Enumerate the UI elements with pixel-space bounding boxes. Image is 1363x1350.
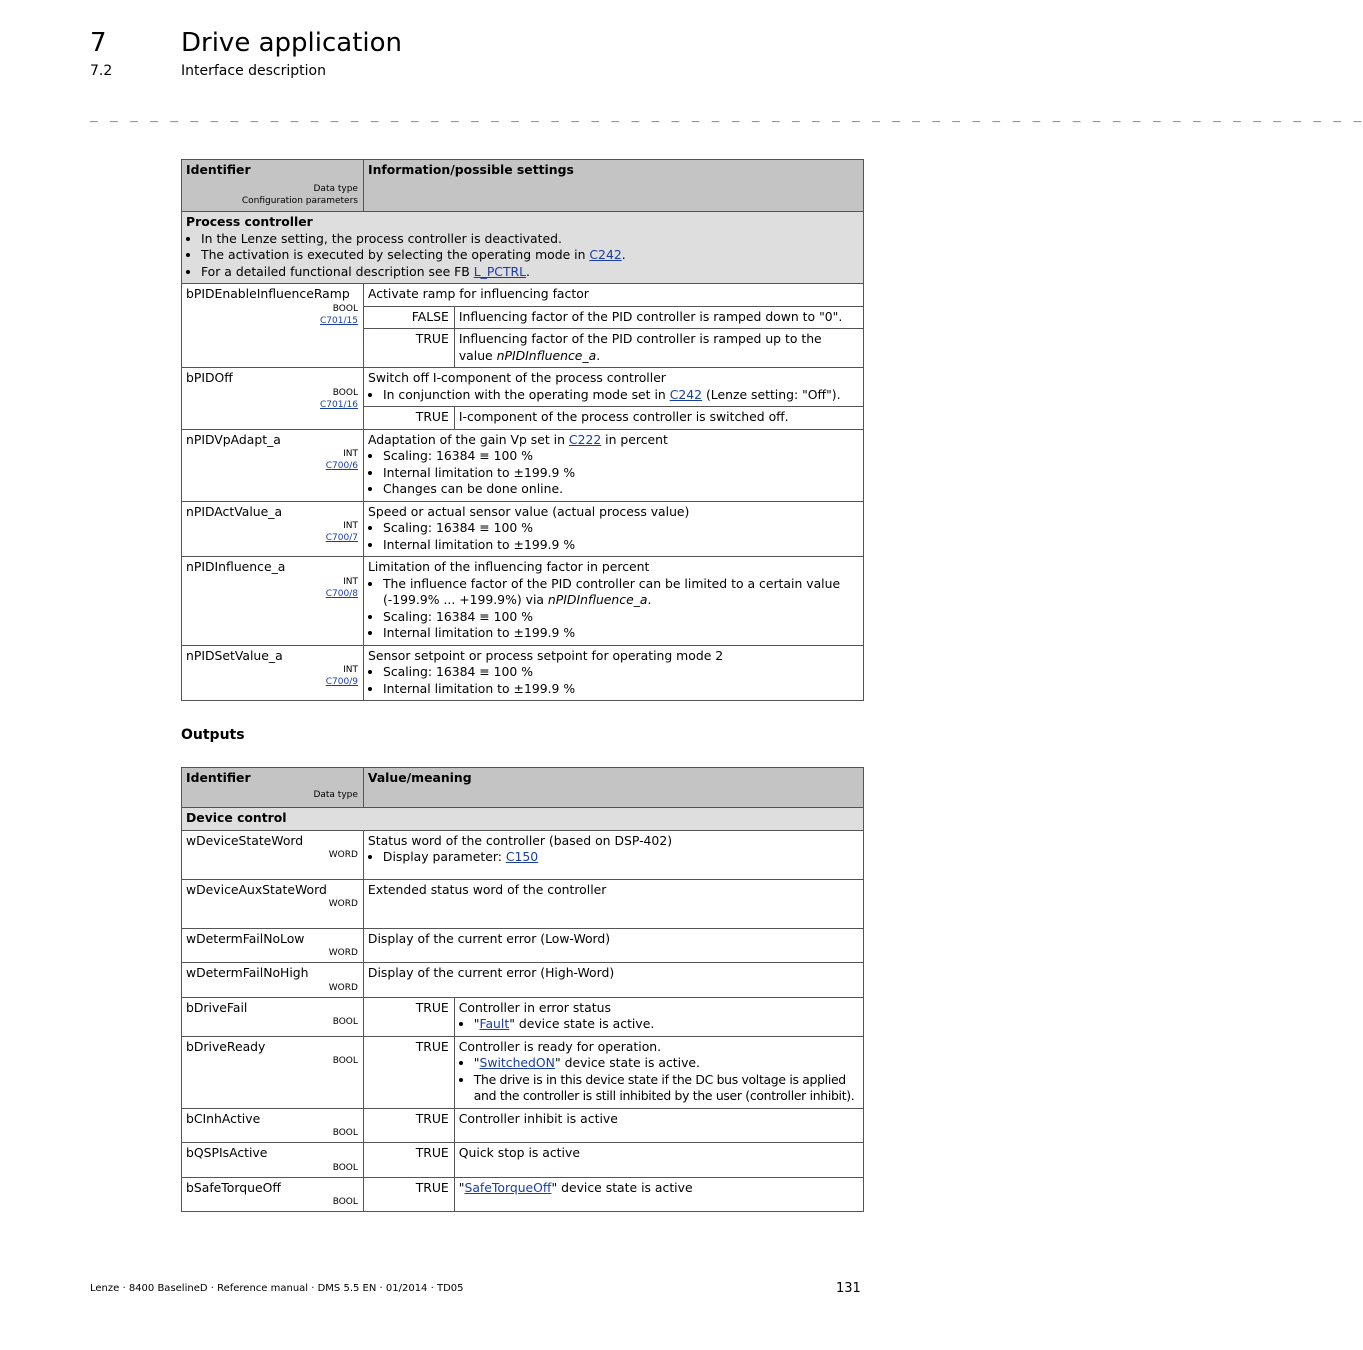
data-type: BOOL: [332, 1128, 358, 1138]
value-key: TRUE: [363, 407, 454, 430]
value-key: TRUE: [363, 329, 454, 368]
signal-description: Switch off I-component of the process controller • In conjunction with the operating mode set in C242 (Lenze setting: "Off").: [363, 368, 863, 407]
value-text: Controller inhibit is active: [454, 1108, 863, 1143]
table-header: [182, 160, 864, 212]
data-type: INT: [343, 449, 358, 459]
header-divider: _ _ _ _ _ _ _ _ _ _ _ _ _ _ _ _ _ _ _ _ _ _ _ _ _ _ _ _ _ _ _ _ _ _ _ _ _ _ _ _ _ _ _ _ _ _ _ _ _ _ _ _ _ _ _ _ _ _ _ _ _ _ _ _: [90, 108, 1363, 123]
value-text: Controller is ready for operation. • "SwitchedON" device state is active. • The drive is in this device state if the DC bus voltage is applied and the controller is still inhibited by the user (controller inhibit).: [454, 1036, 863, 1108]
list-item: • Display parameter: C150: [383, 849, 858, 866]
chapter-title: Drive application: [181, 28, 402, 58]
list-item: • In conjunction with the operating mode set in C242 (Lenze setting: "Off").: [383, 387, 858, 404]
data-type: INT: [343, 521, 358, 531]
list-item: • Internal limitation to ±199.9 %: [383, 537, 858, 554]
list-item: • "SwitchedON" device state is active.: [474, 1055, 858, 1072]
group-title: Device control: [186, 810, 287, 825]
data-type: BOOL: [332, 1162, 358, 1173]
value-key: TRUE: [363, 997, 454, 1036]
table-row: [182, 1143, 864, 1178]
data-type: INT: [343, 576, 358, 587]
header-identifier: Identifier: [186, 162, 251, 177]
signal-name: bPIDEnableInfluenceRamp: [186, 286, 350, 301]
footer-text: Lenze · 8400 BaselineD · Reference manual · DMS 5.5 EN · 01/2014 · TD05: [90, 1283, 464, 1294]
signal-name: bDriveFail: [186, 999, 248, 1015]
data-type: BOOL: [332, 1017, 358, 1027]
value-text: "SafeTorqueOff" device state is active: [454, 1177, 863, 1212]
table-row: [182, 429, 864, 501]
value-key: TRUE: [363, 1177, 454, 1212]
param-link[interactable]: C701/15: [320, 315, 358, 326]
header-identifier: Identifier: [186, 770, 251, 785]
value-text: I-component of the process controller is switched off.: [454, 407, 863, 430]
link-c242[interactable]: C242: [589, 247, 622, 262]
header-datatype: Data type: [313, 183, 358, 194]
value-key: TRUE: [363, 1108, 454, 1143]
table-row: [182, 1108, 864, 1143]
section-number: 7.2: [90, 63, 113, 79]
list-item: • "Fault" device state is active.: [474, 1016, 858, 1033]
link-c150[interactable]: C150: [505, 849, 539, 864]
list-item: • The activation is executed by selecting the operating mode in C242.: [201, 247, 858, 264]
table-header: [182, 768, 864, 808]
table-row: [182, 501, 864, 557]
outputs-table: [181, 767, 864, 1212]
signal-name: nPIDInfluence_a: [186, 559, 286, 574]
signal-name: wDeviceAuxStateWord: [186, 881, 327, 897]
value-key: FALSE: [363, 306, 454, 329]
table-row: [182, 1036, 864, 1108]
inputs-table: [181, 159, 864, 701]
header-value: Value/meaning: [367, 770, 472, 785]
list-item: • Internal limitation to ±199.9 %: [383, 681, 858, 698]
signal-description: Display of the current error (Low-Word): [363, 928, 863, 963]
table-row: [182, 830, 864, 879]
signal-name: nPIDVpAdapt_a: [186, 431, 281, 447]
signal-description: Display of the current error (High-Word): [363, 963, 863, 998]
link-fault[interactable]: Fault: [479, 1016, 510, 1031]
data-type: BOOL: [332, 1056, 358, 1066]
signal-description: Status word of the controller (based on DSP-402) • Display parameter: C150: [363, 830, 863, 879]
param-link[interactable]: C700/7: [325, 533, 358, 543]
data-type: WORD: [328, 982, 358, 993]
signal-description: Activate ramp for influencing factor: [363, 284, 863, 307]
table-row: [182, 1177, 864, 1212]
signal-name: bDriveReady: [186, 1038, 266, 1054]
group-row: [182, 212, 864, 284]
list-item: • For a detailed functional description see FB L_PCTRL.: [201, 264, 858, 281]
list-item: • The influence factor of the PID controller can be limited to a certain value (-199.9% ... +199.9%) via nPIDInfluence_a.: [383, 576, 858, 609]
table-row: [182, 997, 864, 1036]
group-title: Process controller: [186, 214, 313, 229]
list-item: • The drive is in this device state if the DC bus voltage is applied and the controller is still inhibited by the user (controller inhibit).: [474, 1072, 858, 1105]
data-type: BOOL: [332, 1197, 358, 1207]
signal-description: Speed or actual sensor value (actual process value) • Scaling: 16384 ≡ 100 % • Internal limitation to ±199.9 %: [363, 501, 863, 557]
table-row: [182, 557, 864, 646]
list-item: • Internal limitation to ±199.9 %: [383, 465, 858, 482]
param-link[interactable]: C700/6: [325, 461, 358, 471]
signal-name: wDeviceStateWord: [186, 832, 304, 848]
signal-description: Adaptation of the gain Vp set in C222 in percent • Scaling: 16384 ≡ 100 % • Internal limitation to ±199.9 % • Changes can be done online.: [363, 429, 863, 501]
outputs-heading: Outputs: [181, 727, 245, 743]
signal-name: bPIDOff: [186, 370, 233, 385]
value-key: TRUE: [363, 1036, 454, 1108]
link-c222[interactable]: C222: [568, 431, 602, 447]
link-safetorqueoff[interactable]: SafeTorqueOff: [464, 1179, 552, 1195]
signal-name: nPIDActValue_a: [186, 503, 283, 519]
signal-name: wDetermFailNoHigh: [186, 965, 309, 980]
table-row: [182, 879, 864, 928]
signal-name: bCInhActive: [186, 1110, 261, 1126]
list-item: • In the Lenze setting, the process controller is deactivated.: [201, 231, 858, 248]
table-row: [182, 928, 864, 963]
data-type: INT: [343, 665, 358, 675]
value-key: TRUE: [363, 1143, 454, 1178]
group-row: [182, 808, 864, 831]
link-c242[interactable]: C242: [669, 386, 703, 402]
section-title: Interface description: [181, 63, 326, 79]
param-link[interactable]: C700/8: [325, 588, 358, 599]
list-item: • Internal limitation to ±199.9 %: [383, 625, 858, 642]
data-type: BOOL: [332, 387, 358, 398]
data-type: WORD: [328, 948, 358, 958]
list-item: • Scaling: 16384 ≡ 100 %: [383, 664, 858, 681]
signal-description: Extended status word of the controller: [363, 879, 863, 928]
param-link[interactable]: C701/16: [320, 399, 358, 410]
list-item: • Scaling: 16384 ≡ 100 %: [383, 448, 858, 465]
signal-name: wDetermFailNoLow: [186, 930, 305, 946]
param-link[interactable]: C700/9: [325, 677, 358, 687]
signal-name: nPIDSetValue_a: [186, 647, 283, 663]
signal-name: bQSPIsActive: [186, 1145, 268, 1160]
value-text: Controller in error status • "Fault" device state is active.: [454, 997, 863, 1036]
chapter-number: 7: [90, 28, 107, 58]
signal-name: bSafeTorqueOff: [186, 1179, 281, 1195]
list-item: • Scaling: 16384 ≡ 100 %: [383, 609, 858, 626]
page-number: 131: [836, 1281, 861, 1296]
list-item: • Changes can be done online.: [383, 481, 858, 498]
data-type: WORD: [328, 850, 358, 860]
table-row: [182, 645, 864, 701]
value-text: Quick stop is active: [454, 1143, 863, 1178]
value-text: Influencing factor of the PID controller is ramped up to the value nPIDInfluence_a.: [454, 329, 863, 368]
data-type: WORD: [328, 899, 358, 909]
data-type: BOOL: [332, 303, 358, 314]
value-text: Influencing factor of the PID controller is ramped down to "0".: [454, 306, 863, 329]
link-l-pctrl[interactable]: L_PCTRL: [473, 263, 527, 279]
link-switchedon[interactable]: SwitchedON: [479, 1055, 555, 1070]
list-item: • Scaling: 16384 ≡ 100 %: [383, 520, 858, 537]
header-config-params: Configuration parameters: [241, 195, 358, 206]
table-row: [182, 368, 864, 407]
table-row: [182, 963, 864, 998]
header-info: Information/possible settings: [367, 162, 574, 177]
signal-description: Limitation of the influencing factor in percent • The influence factor of the PID controller can be limited to a certain value (-199.9% ... +199.9%) via nPIDInfluence_a. • Scaling: 16384 ≡ 100 % • Internal limitation to ±199.9 %: [363, 557, 863, 646]
header-datatype: Data type: [313, 789, 358, 800]
table-row: [182, 284, 864, 307]
signal-description: Sensor setpoint or process setpoint for operating mode 2 • Scaling: 16384 ≡ 100 % • Internal limitation to ±199.9 %: [363, 645, 863, 701]
